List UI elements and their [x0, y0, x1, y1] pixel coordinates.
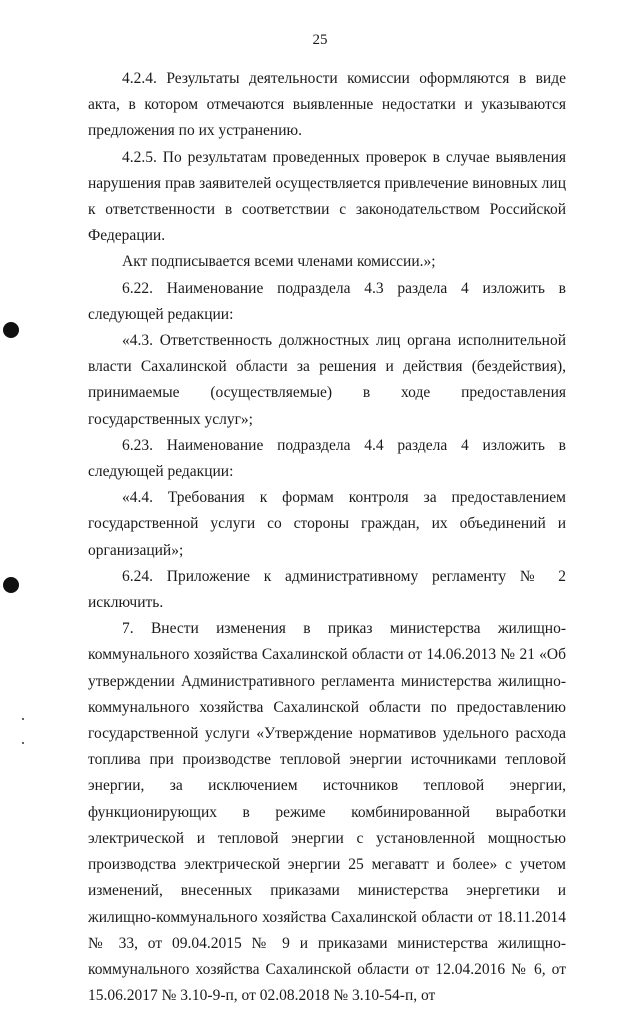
paragraph-6-23: 6.23. Наименование подраздела 4.4 раздела 4 изложить в следующей редакции:: [88, 436, 566, 481]
scan-speck: [22, 718, 24, 720]
punch-hole-lower: [3, 577, 19, 593]
paragraph-4-3-quote: «4.3. Ответственность должностных лиц органа исполнительной власти Сахалинской области за решения и действия (бездействия), принимаемые (осуществляемые) в ходе предоставления государственных услуг»;: [88, 332, 566, 428]
paragraph-4-2-4: 4.2.4. Результаты деятельности комиссии оформляются в виде акта, в котором отмечаются выявленные недостатки и указываются предложения по их устранению.: [88, 70, 566, 140]
punch-hole-upper: [3, 322, 19, 338]
page-number: 25: [312, 32, 328, 48]
paragraph-6-22: 6.22. Наименование подраздела 4.3 раздела 4 изложить в следующей редакции:: [88, 279, 566, 323]
paragraph-6-24: 6.24. Приложение к административному регламенту № 2 исключить.: [88, 567, 566, 612]
document-body: [88, 66, 566, 1009]
paragraph-4-2-5: 4.2.5. По результатам проведенных проверок в случае выявления нарушения прав заявителей осуществляется привлечение виновных лиц к ответственности в соответствии с законодательством Российской Федерации.: [88, 148, 566, 245]
paragraph-7: 7. Внести изменения в приказ министерства жилищно-коммунального хозяйства Сахалинской области от 14.06.2013 № 21 «Об утверждении Административного регламента министерства жилищно-коммунального хозяйства Сахалинской области по предоставлению государственной услуги «Утверждение нормативов удельного расхода топлива при производстве тепловой энергии источниками тепловой энергии, за исключением источников тепловой энергии, функционирующих в режиме комбинированной выработки электрической и тепловой энергии с установленной мощностью производства электрической энергии 25 мегаватт и более» с учетом изменений, внесенных приказами министерства энергетики и жилищно-коммунального хозяйства Сахалинской области от 18.11.2014 № 33, от 09.04.2015 № 9 и приказами министерства жилищно-коммунального хозяйства Сахалинской области от 12.04.2016 № 6, от 15.06.2017 № 3.10-9-п, от 02.08.2018 № 3.10-54-п, от: [88, 620, 566, 1005]
scan-speck: [22, 742, 24, 744]
paragraph-act-signed: Акт подписывается всеми членами комиссии.»;: [122, 253, 436, 271]
paragraph-4-4-quote: «4.4. Требования к формам контроля за предоставлением государственной услуги со стороны граждан, их объединений и организаций»;: [88, 489, 566, 559]
